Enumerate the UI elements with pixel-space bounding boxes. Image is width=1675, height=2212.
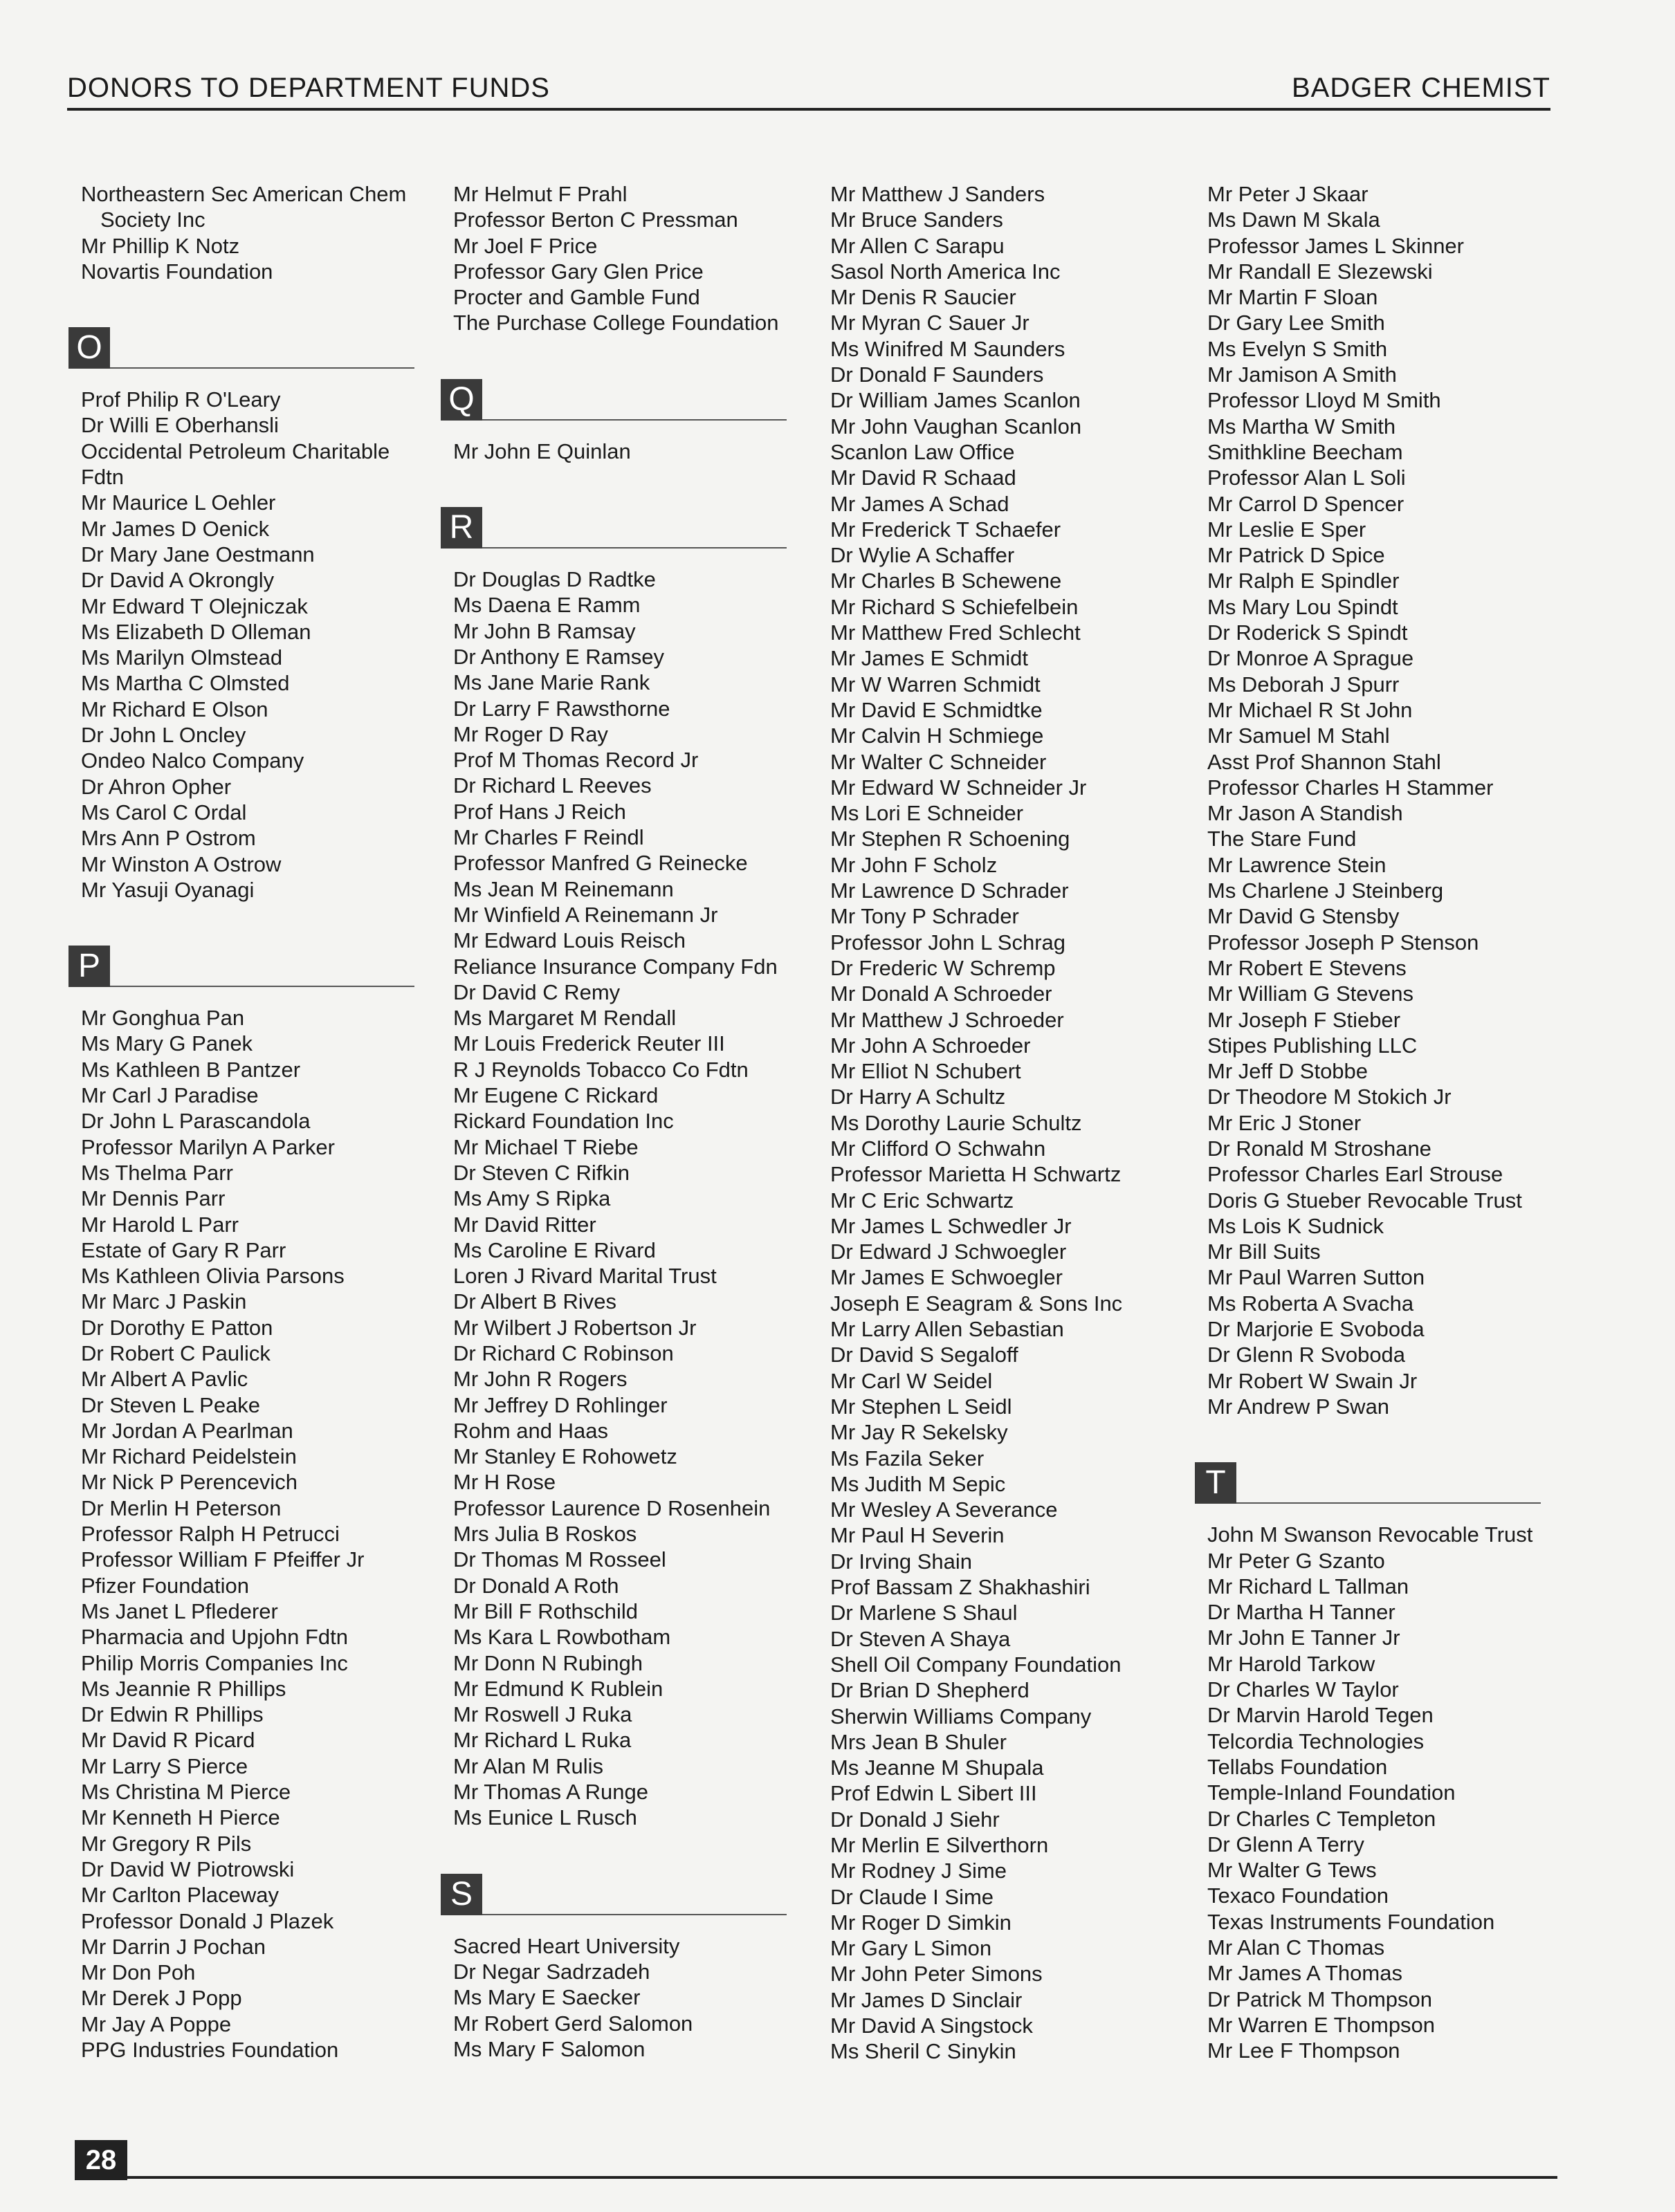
donor-name: Dr David C Remy [453, 979, 621, 1004]
donor-name: Mr Calvin H Schmiege [830, 723, 1044, 748]
donor-name: Mr Yasuji Oyanagi [81, 877, 255, 902]
donor-name: Dr Donald J Siehr [830, 1807, 1000, 1832]
donor-name: Texas Instruments Foundation [1207, 1909, 1495, 1934]
donor-name: Dr Steven L Peake [81, 1392, 261, 1417]
section-header-s [441, 1863, 787, 1915]
donor-name: Professor Joseph P Stenson [1207, 930, 1479, 955]
donor-name: Mr Edmund K Rublein [453, 1676, 663, 1701]
donor-name: Mr Charles F Reindl [453, 825, 644, 850]
donor-name: Philip Morris Companies Inc [81, 1650, 348, 1675]
donor-name: Ms Mary Lou Spindt [1207, 594, 1398, 619]
donor-name: Pfizer Foundation [81, 1573, 249, 1598]
donor-name: Dr David S Segaloff [830, 1343, 1018, 1367]
donor-name: Dr Roderick S Spindt [1207, 620, 1408, 645]
donor-name: Mr Winfield A Reinemann Jr [453, 902, 718, 927]
donor-name: Mr Jeff D Stobbe [1207, 1059, 1369, 1084]
donor-name: Dr John L Parascandola [81, 1109, 311, 1134]
donor-name: Dr John L Oncley [81, 723, 246, 748]
donor-name: The Stare Fund [1207, 827, 1357, 851]
donor-name: Dr Willi E Oberhansli [81, 413, 279, 438]
donor-column-4 [1207, 181, 1553, 2063]
donor-name: Mr Robert E Stevens [1207, 955, 1407, 980]
donor-column-1 [76, 181, 427, 2063]
donor-name: Ms Dorothy Laurie Schultz [830, 1110, 1082, 1135]
donor-name: Prof Bassam Z Shakhashiri [830, 1575, 1090, 1600]
donor-name: Mr Darrin J Pochan [81, 1934, 266, 1959]
donor-name: Mr Gary L Simon [830, 1936, 992, 1961]
donor-name: Mr Peter J Skaar [1207, 182, 1369, 206]
donor-name: Dr Harry A Schultz [830, 1085, 1006, 1109]
donor-name: Dr Negar Sadrzadeh [453, 1959, 650, 1984]
donor-name: Mr Derek J Popp [81, 1986, 242, 2011]
donor-name: Northeastern Sec American Chem [81, 182, 407, 206]
donor-name: Mr Roger D Simkin [830, 1910, 1012, 1935]
donor-name: Ms Martha C Olmsted [81, 671, 290, 696]
donor-column-3 [830, 181, 1176, 2065]
donor-name: Mr James L Schwedler Jr [830, 1213, 1072, 1238]
donor-name: Doris G Stueber Revocable Trust [1207, 1188, 1522, 1213]
donor-name: Ms Roberta A Svacha [1207, 1291, 1414, 1316]
page-number: 28 [75, 2140, 127, 2180]
donor-name: Mr William G Stevens [1207, 981, 1413, 1006]
donor-name: Dr Ahron Opher [81, 774, 232, 799]
donor-name: Mr Walter C Schneider [830, 749, 1047, 774]
donor-name: Mr Michael T Riebe [453, 1134, 639, 1159]
donor-name: Mr Maurice L Oehler [81, 490, 276, 515]
section-header-o [68, 316, 414, 369]
donor-name: Professor Manfred G Reinecke [453, 851, 748, 876]
donor-name: Dr Donald A Roth [453, 1573, 619, 1598]
donor-name: Mr Jay R Sekelsky [830, 1420, 1008, 1445]
donor-name: Reliance Insurance Company Fdn [453, 954, 778, 979]
donor-name: Tellabs Foundation [1207, 1754, 1388, 1779]
donor-name: Mr Thomas A Runge [453, 1780, 649, 1805]
donor-name: Mr Edward Louis Reisch [453, 928, 686, 953]
donor-name: Dr Edwin R Phillips [81, 1702, 264, 1727]
donor-name: Mr Gonghua Pan [81, 1006, 245, 1031]
donor-name: Dr Edward J Schwoegler [830, 1239, 1067, 1264]
donor-name: Professor Lloyd M Smith [1207, 388, 1441, 413]
donor-name: Dr Richard L Reeves [453, 773, 652, 798]
donor-name: Ms Amy S Ripka [453, 1186, 611, 1211]
donor-name: Mr Bill Suits [1207, 1239, 1321, 1264]
donor-name: Ms Caroline E Rivard [453, 1237, 656, 1262]
donor-name: Professor Ralph H Petrucci [81, 1522, 340, 1547]
donor-name: Dr Robert C Paulick [81, 1340, 271, 1365]
donor-name: Ms Evelyn S Smith [1207, 336, 1388, 361]
donor-name: Dr Ronald M Stroshane [1207, 1136, 1431, 1161]
donor-name: Mr Stanley E Rohowetz [453, 1444, 677, 1469]
donor-name: Dr Anthony E Ramsey [453, 644, 664, 669]
donor-name: Mr Walter G Tews [1207, 1858, 1377, 1883]
donor-name: Mr Harold Tarkow [1207, 1651, 1375, 1676]
donor-name: PPG Industries Foundation [81, 2038, 339, 2062]
donor-name: Professor Marilyn A Parker [81, 1134, 335, 1159]
donor-name: Mr David R Picard [81, 1728, 255, 1753]
section-letter: P [68, 946, 110, 987]
donor-name: Mr Jeffrey D Rohlinger [453, 1392, 668, 1417]
donor-name: Procter and Gamble Fund [453, 285, 700, 310]
donor-name: Professor John L Schrag [830, 930, 1066, 955]
donor-name: Mr Donn N Rubingh [453, 1650, 643, 1675]
donor-name: Ms Margaret M Rendall [453, 1006, 677, 1031]
donor-name: Mr James D Sinclair [830, 1987, 1023, 2012]
donor-name: Prof Philip R O'Leary [81, 387, 281, 412]
donor-name: The Purchase College Foundation [453, 311, 779, 335]
donor-name: Mr David G Stensby [1207, 904, 1400, 929]
donor-name: Ms Lois K Sudnick [1207, 1213, 1384, 1238]
donor-name: Mr Jay A Poppe [81, 2011, 232, 2036]
section-header-q [441, 368, 787, 421]
donor-name: Ms Sheril C Sinykin [830, 2039, 1016, 2064]
donor-name: Mr Phillip K Notz [81, 233, 240, 258]
donor-name: Texaco Foundation [1207, 1883, 1389, 1908]
donor-name: Dr Steven A Shaya [830, 1626, 1011, 1651]
donor-name: Mr James E Schmidt [830, 646, 1028, 671]
donor-name: Mr Richard L Ruka [453, 1728, 632, 1753]
donor-name: Mr Charles B Schewene [830, 569, 1062, 593]
donor-name: Ms Jean M Reinemann [453, 876, 674, 901]
donor-name: Society Inc [100, 208, 205, 232]
donor-name: Mr Joel F Price [453, 233, 598, 258]
donor-name: Temple-Inland Foundation [1207, 1780, 1456, 1805]
donor-name: Occidental Petroleum Charitable [81, 439, 390, 463]
donor-name: Novartis Foundation [81, 259, 273, 284]
donor-name: Mr Randall E Slezewski [1207, 259, 1433, 284]
donor-name: Mr John R Rogers [453, 1367, 628, 1392]
section-letter: O [68, 327, 110, 369]
donor-name: Sherwin Williams Company [830, 1704, 1092, 1729]
donor-name: Telcordia Technologies [1207, 1729, 1425, 1753]
donor-name: Mr Wesley A Severance [830, 1497, 1058, 1522]
section-letter: Q [441, 379, 482, 421]
donor-name: Professor Marietta H Schwartz [830, 1162, 1122, 1187]
donor-name: Mr Bill F Rothschild [453, 1598, 638, 1623]
donor-name: Ms Kara L Rowbotham [453, 1625, 671, 1650]
donor-name: Mr Richard E Olson [81, 697, 268, 721]
donor-name: Mr Myran C Sauer Jr [830, 311, 1029, 335]
donor-name: Mr Richard S Schiefelbein [830, 594, 1079, 619]
donor-name: Mr Matthew J Sanders [830, 182, 1045, 206]
footer-rule [75, 2176, 1557, 2179]
donor-name: Mr Ralph E Spindler [1207, 569, 1400, 593]
donor-name: Mr Eugene C Rickard [453, 1083, 659, 1108]
donor-name: Mr Don Poh [81, 1960, 196, 1985]
donor-name: Mr Helmut F Prahl [453, 182, 628, 206]
donor-name: Mr Clifford O Schwahn [830, 1136, 1046, 1161]
donor-name: Ms Kathleen Olivia Parsons [81, 1264, 345, 1289]
donor-name: Stipes Publishing LLC [1207, 1033, 1418, 1058]
donor-name: Ms Kathleen B Pantzer [81, 1057, 301, 1082]
donor-name: Dr Dorothy E Patton [81, 1315, 273, 1340]
donor-name: Mrs Jean B Shuler [830, 1729, 1007, 1754]
donor-name: Mr Andrew P Swan [1207, 1394, 1390, 1419]
donor-name: Dr Charles C Templeton [1207, 1806, 1436, 1831]
donor-name: Mr Carlton Placeway [81, 1883, 279, 1908]
donor-name: Mr Matthew J Schroeder [830, 1007, 1064, 1032]
donor-name: Mr Eric J Stoner [1207, 1110, 1362, 1135]
donor-name: Mr John A Schroeder [830, 1033, 1031, 1058]
donor-name: Ms Marilyn Olmstead [81, 645, 283, 670]
donor-name: Mr Roger D Ray [453, 721, 608, 746]
donor-name: Mr Paul Warren Sutton [1207, 1265, 1425, 1290]
donor-name: Mrs Ann P Ostrom [81, 826, 256, 851]
donor-name: Mr Rodney J Sime [830, 1859, 1007, 1883]
donor-name: Mr John Vaughan Scanlon [830, 414, 1082, 439]
donor-name: Rickard Foundation Inc [453, 1109, 674, 1134]
donor-name: Dr Marjorie E Svoboda [1207, 1317, 1425, 1342]
donor-name: Prof Edwin L Sibert III [830, 1781, 1037, 1806]
donor-name: Ms Daena E Ramm [453, 593, 641, 618]
donor-name: Mr Kenneth H Pierce [81, 1805, 280, 1830]
donor-name: Dr Thomas M Rosseel [453, 1547, 666, 1572]
donor-name: Pharmacia and Upjohn Fdtn [81, 1625, 349, 1650]
donor-name: Mr Marc J Paskin [81, 1289, 247, 1314]
donor-name: Mr David R Schaad [830, 466, 1016, 490]
donor-name: Mr Jordan A Pearlman [81, 1418, 293, 1443]
donor-name: Mr Jason A Standish [1207, 801, 1403, 826]
donor-name: Mr Wilbert J Robertson Jr [453, 1315, 697, 1340]
donor-name: Mrs Julia B Roskos [453, 1522, 637, 1547]
donor-name: Mr Lawrence Stein [1207, 852, 1386, 877]
donor-name: Dr Claude I Sime [830, 1884, 994, 1909]
donor-name: Mr Elliot N Schubert [830, 1059, 1021, 1084]
donor-name: Mr David A Singstock [830, 2013, 1033, 2038]
donor-name: Professor Gary Glen Price [453, 259, 704, 284]
donor-name: Dr Theodore M Stokich Jr [1207, 1085, 1452, 1109]
donor-name: Ms Jeannie R Phillips [81, 1676, 286, 1701]
donor-name: Ms Fazila Seker [830, 1446, 985, 1471]
donor-name: Ms Mary E Saecker [453, 1985, 641, 2010]
donor-name: Shell Oil Company Foundation [830, 1652, 1122, 1677]
donor-name: Mr Edward T Olejniczak [81, 593, 308, 618]
donor-name: Prof Hans J Reich [453, 799, 626, 824]
donor-name: Asst Prof Shannon Stahl [1207, 749, 1441, 774]
donor-name: Ms Deborah J Spurr [1207, 672, 1400, 697]
donor-name: Mr Carrol D Spencer [1207, 491, 1404, 516]
page-header [67, 66, 1550, 111]
donor-name: Mr Merlin E Silverthorn [830, 1833, 1049, 1857]
donor-name: Ms Eunice L Rusch [453, 1805, 637, 1830]
section-letter: R [441, 507, 482, 549]
donor-name: Dr Gary Lee Smith [1207, 311, 1385, 335]
donor-name: Ms Winifred M Saunders [830, 336, 1065, 361]
donor-name: Mr Gregory R Pils [81, 1831, 252, 1856]
donor-name: Mr Joseph F Stieber [1207, 1007, 1401, 1032]
donor-name: Ms Mary G Panek [81, 1031, 253, 1056]
donor-name: Professor William F Pfeiffer Jr [81, 1547, 365, 1572]
donor-name: Mr Edward W Schneider Jr [830, 775, 1087, 800]
donor-name: Prof M Thomas Record Jr [453, 748, 699, 773]
donor-name: John M Swanson Revocable Trust [1207, 1522, 1533, 1547]
donor-name: Estate of Gary R Parr [81, 1237, 286, 1262]
donor-name: Ms Jeanne M Shupala [830, 1755, 1044, 1780]
donor-name: Sacred Heart University [453, 1933, 680, 1958]
donor-column-2 [448, 181, 799, 2062]
donor-name: Dr Glenn R Svoboda [1207, 1343, 1406, 1367]
donor-name: Mr Alan M Rulis [453, 1753, 604, 1778]
donor-name: Mr Albert A Pavlic [81, 1367, 248, 1392]
section-header-p [68, 934, 414, 987]
donor-name: Mr Stephen R Schoening [830, 827, 1070, 851]
donor-name: Mr Samuel M Stahl [1207, 723, 1390, 748]
donor-name: Dr Patrick M Thompson [1207, 1987, 1433, 2011]
donor-name: Mr James E Schwoegler [830, 1265, 1063, 1290]
section-header-r [441, 496, 787, 549]
donor-name: Dr Martha H Tanner [1207, 1600, 1395, 1625]
donor-name: Mr Robert Gerd Salomon [453, 2011, 693, 2036]
donor-name: Ms Martha W Smith [1207, 414, 1396, 439]
donor-name: Dr David W Piotrowski [81, 1856, 295, 1881]
donor-name: Dr Charles W Taylor [1207, 1677, 1399, 1702]
donor-name: Mr C Eric Schwartz [830, 1188, 1014, 1213]
donor-name: Mr Roswell J Ruka [453, 1702, 632, 1727]
section-letter: T [1195, 1462, 1236, 1504]
donor-name: Mr David E Schmidtke [830, 697, 1043, 722]
donor-name: Scanlon Law Office [830, 439, 1015, 464]
donor-name: Mr W Warren Schmidt [830, 672, 1041, 697]
donor-name: Mr Lawrence D Schrader [830, 878, 1069, 903]
donor-name: Dr Douglas D Radtke [453, 567, 656, 592]
donor-name: Professor James L Skinner [1207, 233, 1465, 258]
donor-name: Mr Robert W Swain Jr [1207, 1368, 1418, 1393]
donor-name: Mr Allen C Sarapu [830, 233, 1005, 258]
donor-name: Mr John E Tanner Jr [1207, 1625, 1400, 1650]
donor-name: Mr James A Schad [830, 491, 1009, 516]
donor-name: Ms Elizabeth D Olleman [81, 619, 311, 644]
donor-name: R J Reynolds Tobacco Co Fdtn [453, 1057, 749, 1082]
donor-name: Mr Winston A Ostrow [81, 851, 282, 876]
donor-name: Mr Carl W Seidel [830, 1368, 993, 1393]
donor-name: Mr Frederick T Schaefer [830, 517, 1061, 542]
donor-name: Mr Larry Allen Sebastian [830, 1317, 1064, 1342]
publication-title: BADGER CHEMIST [1291, 73, 1550, 103]
donor-name: Mr Lee F Thompson [1207, 2038, 1400, 2063]
donor-name: Mr James D Oenick [81, 516, 270, 541]
donor-name: Mr Richard L Tallman [1207, 1574, 1409, 1598]
section-header-t [1195, 1451, 1541, 1504]
donor-name: Mr Stephen L Seidl [830, 1394, 1012, 1419]
donor-name: Mr Jamison A Smith [1207, 362, 1397, 387]
donor-name: Mr Denis R Saucier [830, 285, 1016, 310]
donor-name: Mr Patrick D Spice [1207, 543, 1385, 568]
donor-name: Dr Frederic W Schremp [830, 955, 1056, 980]
donor-name: Mr Dennis Parr [81, 1186, 226, 1211]
donor-name: Mr Donald A Schroeder [830, 981, 1052, 1006]
donor-name: Joseph E Seagram & Sons Inc [830, 1291, 1123, 1316]
donor-name: Dr David A Okrongly [81, 568, 275, 593]
donor-name: Mr John E Quinlan [453, 439, 631, 463]
donor-name: Mr H Rose [453, 1470, 556, 1495]
donor-name: Professor Charles H Stammer [1207, 775, 1494, 800]
donor-name: Ms Lori E Schneider [830, 801, 1024, 826]
donor-name: Ms Christina M Pierce [81, 1780, 291, 1805]
donor-name: Mr Paul H Severin [830, 1523, 1005, 1548]
donor-name: Dr Richard C Robinson [453, 1340, 674, 1365]
section-letter: S [441, 1874, 482, 1915]
donor-name: Mr Matthew Fred Schlecht [830, 620, 1081, 645]
donor-name: Professor Laurence D Rosenhein [453, 1495, 771, 1520]
donor-name: Rohm and Haas [453, 1418, 609, 1443]
donor-name: Dr Steven C Rifkin [453, 1160, 630, 1185]
donor-name: Dr Monroe A Sprague [1207, 646, 1414, 671]
donor-name: Ms Charlene J Steinberg [1207, 878, 1444, 903]
donor-name: Ms Thelma Parr [81, 1160, 233, 1185]
donor-name: Mr Tony P Schrader [830, 904, 1019, 929]
donor-name: Ms Carol C Ordal [81, 800, 247, 824]
donor-name: Professor Berton C Pressman [453, 208, 738, 232]
donor-name: Professor Charles Earl Strouse [1207, 1162, 1503, 1187]
donor-name: Ms Dawn M Skala [1207, 208, 1380, 232]
donor-name: Mr Harold L Parr [81, 1212, 239, 1237]
donor-name: Professor Alan L Soli [1207, 466, 1406, 490]
donor-name: Mr Michael R St John [1207, 697, 1413, 722]
donor-name: Mr Louis Frederick Reuter III [453, 1031, 725, 1056]
donor-name: Mr James A Thomas [1207, 1961, 1402, 1986]
donor-name: Dr Irving Shain [830, 1549, 973, 1574]
donor-name: Loren J Rivard Marital Trust [453, 1264, 717, 1289]
donor-name: Dr Merlin H Peterson [81, 1495, 282, 1520]
donor-name: Ms Jane Marie Rank [453, 670, 650, 695]
donor-name: Mr Larry S Pierce [81, 1753, 248, 1778]
donor-name: Dr Donald F Saunders [830, 362, 1044, 387]
donor-name: Dr Marlene S Shaul [830, 1601, 1018, 1625]
donor-name: Dr Brian D Shepherd [830, 1678, 1029, 1703]
donor-name: Mr John Peter Simons [830, 1962, 1043, 1987]
donor-name: Dr Glenn A Terry [1207, 1832, 1364, 1856]
donor-name: Mr Warren E Thompson [1207, 2012, 1436, 2037]
donor-name: Dr Marvin Harold Tegen [1207, 1703, 1434, 1728]
donor-name: Mr Carl J Paradise [81, 1083, 259, 1108]
donor-name: Mr John F Scholz [830, 852, 998, 877]
donor-name: Mr John B Ramsay [453, 618, 636, 643]
donor-name: Ms Judith M Sepic [830, 1471, 1006, 1496]
donor-name: Mr Richard Peidelstein [81, 1444, 297, 1469]
donor-name: Mr Alan C Thomas [1207, 1935, 1385, 1960]
donor-name: Smithkline Beecham [1207, 439, 1403, 464]
donor-name: Ondeo Nalco Company [81, 748, 304, 773]
section-title: DONORS TO DEPARTMENT FUNDS [67, 73, 550, 103]
donor-name: Mr David Ritter [453, 1212, 596, 1237]
donor-name: Ms Mary F Salomon [453, 2036, 646, 2061]
donor-name: Fdtn [81, 465, 125, 490]
donor-name: Dr Wylie A Schaffer [830, 543, 1015, 568]
donor-name: Mr Nick P Perencevich [81, 1470, 298, 1495]
donor-name: Mr Martin F Sloan [1207, 285, 1378, 310]
donor-name: Dr Larry F Rawsthorne [453, 696, 670, 721]
donor-name: Mr Peter G Szanto [1207, 1548, 1385, 1573]
donor-name: Sasol North America Inc [830, 259, 1061, 284]
donor-name: Professor Donald J Plazek [81, 1908, 334, 1933]
donor-name: Mr Bruce Sanders [830, 208, 1003, 232]
donor-name: Dr Albert B Rives [453, 1289, 617, 1314]
donor-name: Dr Mary Jane Oestmann [81, 542, 315, 566]
donor-name: Dr William James Scanlon [830, 388, 1081, 413]
donor-name: Mr Leslie E Sper [1207, 517, 1366, 542]
donor-name: Ms Janet L Pflederer [81, 1598, 278, 1623]
